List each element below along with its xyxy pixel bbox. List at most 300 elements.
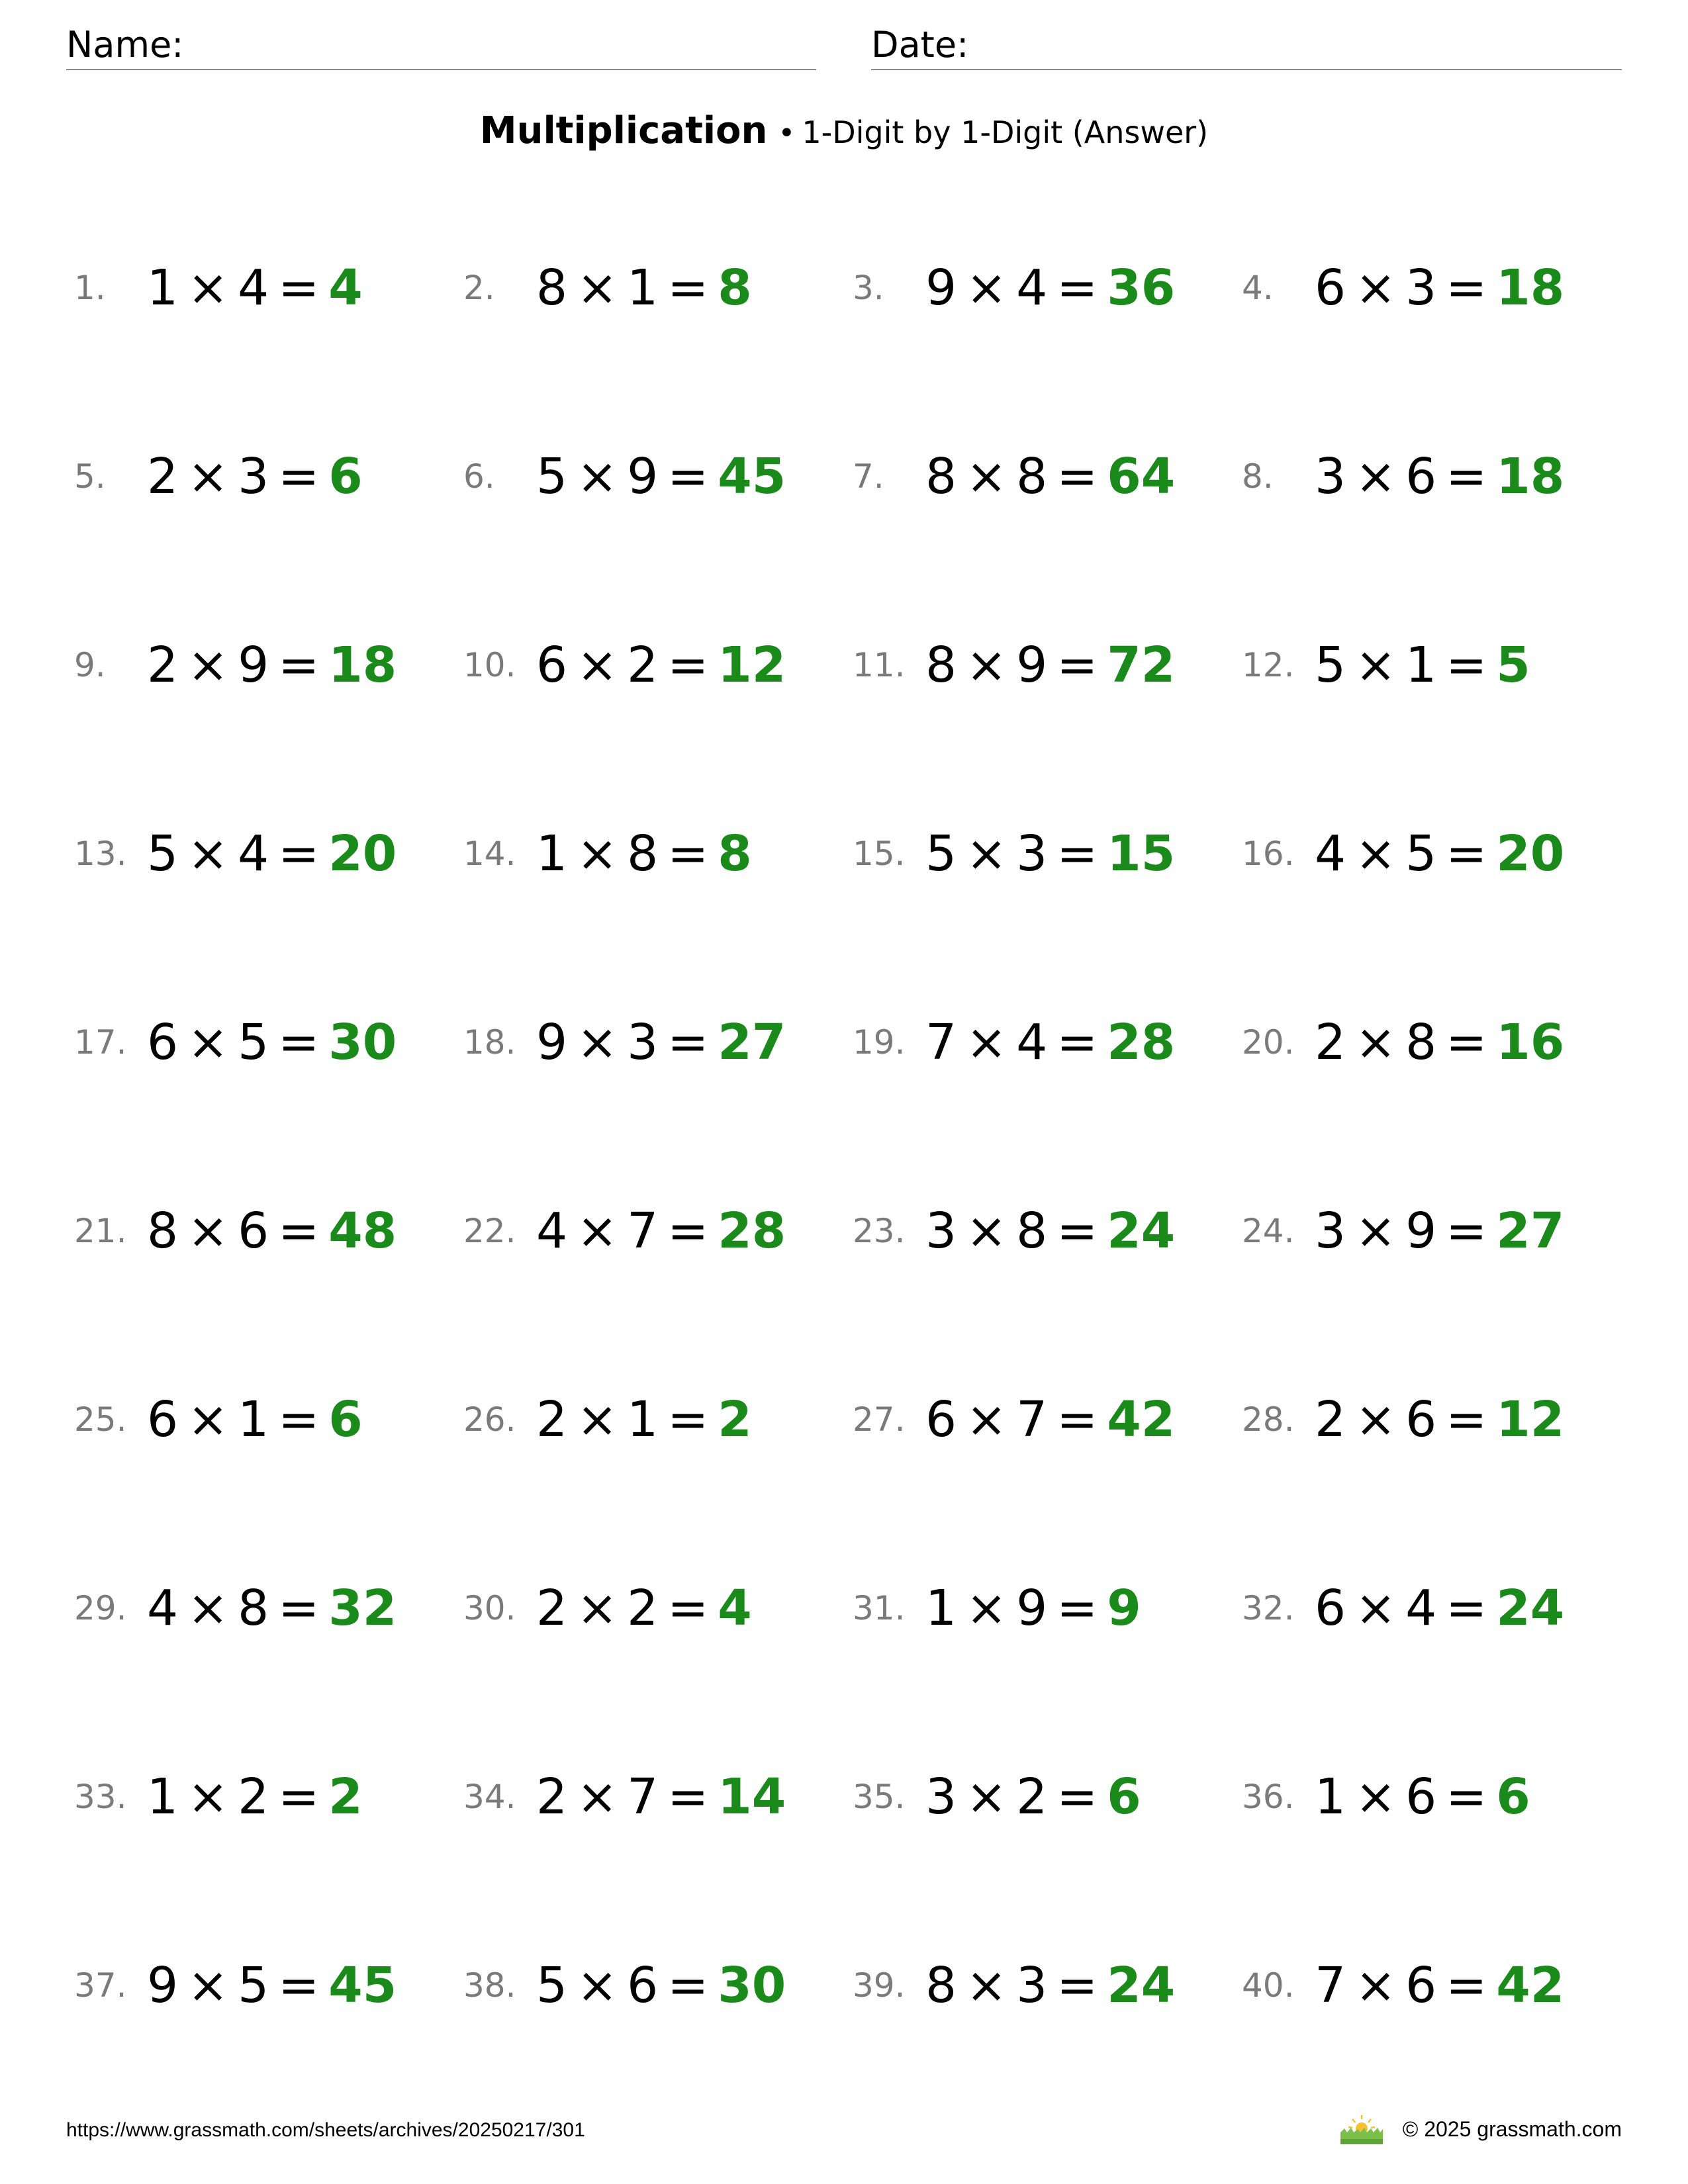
second-factor: 2 (1016, 1768, 1048, 1825)
title-subtitle: 1-Digit by 1-Digit (Answer) (802, 114, 1209, 150)
equals-sign: = (1446, 448, 1487, 505)
problem-item (1242, 1754, 1631, 1840)
problem-number: 21. (74, 1212, 127, 1250)
equals-sign: = (667, 259, 709, 316)
second-factor: 9 (1405, 1203, 1437, 1259)
second-factor: 4 (1405, 1580, 1437, 1637)
first-factor: 1 (147, 259, 179, 316)
problem-number: 35. (853, 1778, 906, 1816)
second-factor: 4 (238, 259, 269, 316)
equals-sign: = (278, 448, 320, 505)
first-factor: 5 (536, 1957, 568, 2014)
times-sign: × (1355, 1580, 1397, 1637)
title-bullet: • (778, 116, 796, 150)
second-factor: 4 (1016, 1014, 1048, 1071)
equals-sign: = (278, 1957, 320, 2014)
answer: 45 (328, 1957, 397, 2014)
times-sign: × (966, 448, 1008, 505)
problem-number: 11. (853, 646, 906, 684)
problem-item (74, 1565, 463, 1651)
problem-expression (536, 1014, 708, 1071)
times-sign: × (966, 1957, 1008, 2014)
second-factor: 7 (627, 1768, 659, 1825)
problem-expression (147, 637, 319, 694)
problem-number: 38. (463, 1966, 516, 2005)
problem-expression (925, 637, 1098, 694)
first-factor: 1 (925, 1580, 957, 1637)
second-factor: 3 (1405, 259, 1437, 316)
problem-number: 36. (1242, 1778, 1295, 1816)
problem-number: 40. (1242, 1966, 1295, 2005)
problem-expression (147, 1203, 319, 1259)
second-factor: 8 (1016, 448, 1048, 505)
first-factor: 3 (925, 1768, 957, 1825)
times-sign: × (187, 637, 229, 694)
second-factor: 6 (1405, 448, 1437, 505)
first-factor: 2 (1315, 1391, 1346, 1448)
second-factor: 5 (1405, 825, 1437, 882)
second-factor: 6 (1405, 1957, 1437, 2014)
problem-item (74, 1188, 463, 1274)
second-factor: 8 (238, 1580, 269, 1637)
first-factor: 1 (147, 1768, 179, 1825)
answer: 14 (718, 1768, 786, 1825)
equals-sign: = (667, 1768, 709, 1825)
times-sign: × (577, 1768, 618, 1825)
problem-number: 3. (853, 269, 884, 307)
equals-sign: = (667, 448, 709, 505)
times-sign: × (966, 1768, 1008, 1825)
problem-number: 24. (1242, 1212, 1295, 1250)
problem-expression (536, 1957, 708, 2014)
problem-number: 5. (74, 457, 106, 496)
first-factor: 8 (147, 1203, 179, 1259)
equals-sign: = (667, 637, 709, 694)
problem-expression (1315, 1768, 1487, 1825)
problem-item (1242, 1188, 1631, 1274)
answer: 18 (1496, 448, 1565, 505)
equals-sign: = (1446, 1957, 1487, 2014)
times-sign: × (577, 1580, 618, 1637)
problem-number: 27. (853, 1400, 906, 1439)
title-main: Multiplication (479, 109, 768, 152)
problem-number: 19. (853, 1023, 906, 1062)
problem-expression (1315, 1580, 1487, 1637)
problem-number: 20. (1242, 1023, 1295, 1062)
first-factor: 4 (1315, 825, 1346, 882)
answer: 36 (1107, 259, 1176, 316)
problem-number: 34. (463, 1778, 516, 1816)
second-factor: 4 (1016, 259, 1048, 316)
first-factor: 3 (925, 1203, 957, 1259)
times-sign: × (577, 825, 618, 882)
first-factor: 6 (925, 1391, 957, 1448)
problem-expression (1315, 448, 1487, 505)
problem-expression (536, 259, 708, 316)
equals-sign: = (1446, 825, 1487, 882)
equals-sign: = (278, 637, 320, 694)
answer: 6 (328, 1391, 363, 1448)
problem-item (74, 1377, 463, 1463)
problem-expression (1315, 825, 1487, 882)
times-sign: × (1355, 448, 1397, 505)
problem-number: 22. (463, 1212, 516, 1250)
times-sign: × (966, 825, 1008, 882)
problem-item (1242, 1565, 1631, 1651)
problem-expression (147, 1580, 319, 1637)
problem-expression (1315, 1014, 1487, 1071)
answer: 30 (718, 1957, 786, 2014)
answer: 12 (718, 637, 786, 694)
problem-expression (925, 1580, 1098, 1637)
problem-expression (1315, 1203, 1487, 1259)
second-factor: 9 (1016, 637, 1048, 694)
problem-item (74, 1942, 463, 2028)
problem-item (463, 1942, 853, 2028)
problem-item (1242, 433, 1631, 520)
problem-expression (536, 825, 708, 882)
problem-item (853, 1188, 1242, 1274)
problem-item (463, 433, 853, 520)
times-sign: × (1355, 1014, 1397, 1071)
second-factor: 1 (627, 259, 659, 316)
answer: 20 (328, 825, 397, 882)
equals-sign: = (1056, 1580, 1098, 1637)
times-sign: × (966, 1391, 1008, 1448)
second-factor: 7 (1016, 1391, 1048, 1448)
second-factor: 3 (238, 448, 269, 505)
second-factor: 6 (627, 1957, 659, 2014)
times-sign: × (187, 448, 229, 505)
problem-number: 1. (74, 269, 106, 307)
times-sign: × (1355, 637, 1397, 694)
problem-number: 16. (1242, 835, 1295, 873)
first-factor: 6 (1315, 259, 1346, 316)
times-sign: × (187, 825, 229, 882)
equals-sign: = (1446, 1391, 1487, 1448)
first-factor: 8 (925, 1957, 957, 2014)
first-factor: 2 (536, 1391, 568, 1448)
problem-number: 6. (463, 457, 495, 496)
second-factor: 9 (238, 637, 269, 694)
problem-item (463, 811, 853, 897)
problem-expression (536, 1580, 708, 1637)
date-label: Date: (871, 24, 969, 66)
problem-expression (925, 1203, 1098, 1259)
problem-number: 7. (853, 457, 884, 496)
first-factor: 3 (1315, 448, 1346, 505)
times-sign: × (187, 1768, 229, 1825)
answer: 5 (1496, 637, 1530, 694)
problem-item (1242, 999, 1631, 1085)
grass-sun-logo-icon (1340, 2114, 1383, 2144)
equals-sign: = (278, 1014, 320, 1071)
answer: 15 (1107, 825, 1176, 882)
problem-number: 18. (463, 1023, 516, 1062)
problem-expression (1315, 637, 1487, 694)
second-factor: 6 (1405, 1391, 1437, 1448)
times-sign: × (577, 637, 618, 694)
second-factor: 3 (1016, 825, 1048, 882)
problem-expression (925, 259, 1098, 316)
first-factor: 3 (1315, 1203, 1346, 1259)
problem-item (1242, 1942, 1631, 2028)
equals-sign: = (1056, 637, 1098, 694)
answer: 20 (1496, 825, 1565, 882)
times-sign: × (966, 637, 1008, 694)
problem-item (74, 622, 463, 708)
equals-sign: = (278, 1203, 320, 1259)
problem-expression (147, 1391, 319, 1448)
problem-item (1242, 622, 1631, 708)
second-factor: 2 (627, 1580, 659, 1637)
problem-item (74, 811, 463, 897)
first-factor: 4 (147, 1580, 179, 1637)
problem-expression (536, 1203, 708, 1259)
equals-sign: = (1446, 1580, 1487, 1637)
answer: 24 (1107, 1957, 1176, 2014)
equals-sign: = (1056, 825, 1098, 882)
problem-number: 26. (463, 1400, 516, 1439)
times-sign: × (966, 1203, 1008, 1259)
first-factor: 7 (925, 1014, 957, 1071)
second-factor: 5 (238, 1957, 269, 2014)
problem-expression (1315, 1391, 1487, 1448)
equals-sign: = (1056, 1203, 1098, 1259)
problem-number: 9. (74, 646, 106, 684)
problem-expression (536, 1768, 708, 1825)
second-factor: 2 (627, 637, 659, 694)
first-factor: 4 (536, 1203, 568, 1259)
times-sign: × (187, 1580, 229, 1637)
problem-number: 17. (74, 1023, 127, 1062)
problem-number: 8. (1242, 457, 1274, 496)
answer: 42 (1107, 1391, 1176, 1448)
problem-expression (925, 825, 1098, 882)
problem-item (74, 245, 463, 331)
equals-sign: = (1446, 1014, 1487, 1071)
footer-url[interactable]: https://www.grassmath.com/sheets/archives/20250217/301 (66, 2119, 585, 2141)
times-sign: × (577, 1203, 618, 1259)
equals-sign: = (1446, 259, 1487, 316)
answer: 4 (328, 259, 363, 316)
first-factor: 5 (925, 825, 957, 882)
problem-expression (925, 448, 1098, 505)
second-factor: 8 (1405, 1014, 1437, 1071)
answer: 72 (1107, 637, 1176, 694)
times-sign: × (577, 1014, 618, 1071)
times-sign: × (966, 1580, 1008, 1637)
answer: 12 (1496, 1391, 1565, 1448)
first-factor: 5 (1315, 637, 1346, 694)
second-factor: 6 (1405, 1768, 1437, 1825)
problem-number: 12. (1242, 646, 1295, 684)
problem-item (853, 1754, 1242, 1840)
problem-expression (1315, 1957, 1487, 2014)
equals-sign: = (667, 1957, 709, 2014)
problem-grid (74, 245, 1636, 2131)
answer: 24 (1496, 1580, 1565, 1637)
problem-expression (147, 448, 319, 505)
first-factor: 2 (147, 637, 179, 694)
first-factor: 8 (536, 259, 568, 316)
name-field[interactable] (66, 21, 816, 70)
equals-sign: = (278, 259, 320, 316)
answer: 18 (328, 637, 397, 694)
problem-number: 32. (1242, 1589, 1295, 1627)
first-factor: 2 (536, 1580, 568, 1637)
problem-item (853, 1377, 1242, 1463)
times-sign: × (187, 259, 229, 316)
problem-number: 29. (74, 1589, 127, 1627)
problem-item (463, 1754, 853, 1840)
problem-number: 30. (463, 1589, 516, 1627)
problem-item (853, 1565, 1242, 1651)
second-factor: 3 (1016, 1957, 1048, 2014)
problem-expression (925, 1768, 1098, 1825)
problem-expression (147, 825, 319, 882)
equals-sign: = (1056, 1391, 1098, 1448)
first-factor: 6 (536, 637, 568, 694)
equals-sign: = (1446, 1768, 1487, 1825)
problem-number: 33. (74, 1778, 127, 1816)
times-sign: × (577, 1391, 618, 1448)
second-factor: 3 (627, 1014, 659, 1071)
answer: 8 (718, 825, 752, 882)
problem-item (853, 245, 1242, 331)
times-sign: × (577, 259, 618, 316)
second-factor: 1 (238, 1391, 269, 1448)
problem-number: 28. (1242, 1400, 1295, 1439)
times-sign: × (577, 1957, 618, 2014)
problem-number: 14. (463, 835, 516, 873)
problem-expression (925, 1391, 1098, 1448)
equals-sign: = (1056, 1014, 1098, 1071)
equals-sign: = (278, 1768, 320, 1825)
times-sign: × (1355, 1203, 1397, 1259)
problem-item (853, 1942, 1242, 2028)
answer: 48 (328, 1203, 397, 1259)
answer: 6 (1496, 1768, 1530, 1825)
date-field[interactable] (871, 21, 1622, 70)
answer: 2 (718, 1391, 752, 1448)
answer: 24 (1107, 1203, 1176, 1259)
problem-number: 15. (853, 835, 906, 873)
second-factor: 9 (627, 448, 659, 505)
times-sign: × (187, 1014, 229, 1071)
problem-item (463, 622, 853, 708)
equals-sign: = (1056, 259, 1098, 316)
problem-number: 37. (74, 1966, 127, 2005)
times-sign: × (1355, 1768, 1397, 1825)
problem-number: 13. (74, 835, 127, 873)
answer: 30 (328, 1014, 397, 1071)
problem-expression (147, 1768, 319, 1825)
problem-expression (147, 1014, 319, 1071)
problem-item (1242, 1377, 1631, 1463)
problem-number: 2. (463, 269, 495, 307)
first-factor: 2 (1315, 1014, 1346, 1071)
problem-number: 39. (853, 1966, 906, 2005)
first-factor: 5 (147, 825, 179, 882)
answer: 28 (718, 1203, 786, 1259)
problem-number: 25. (74, 1400, 127, 1439)
problem-number: 31. (853, 1589, 906, 1627)
problem-item (463, 1188, 853, 1274)
answer: 27 (718, 1014, 786, 1071)
problem-expression (536, 637, 708, 694)
times-sign: × (1355, 1957, 1397, 2014)
second-factor: 7 (627, 1203, 659, 1259)
answer: 9 (1107, 1580, 1141, 1637)
equals-sign: = (1056, 448, 1098, 505)
first-factor: 9 (536, 1014, 568, 1071)
times-sign: × (966, 259, 1008, 316)
first-factor: 9 (925, 259, 957, 316)
second-factor: 5 (238, 1014, 269, 1071)
first-factor: 8 (925, 637, 957, 694)
answer: 6 (328, 448, 363, 505)
first-factor: 6 (147, 1014, 179, 1071)
worksheet-title (0, 105, 1688, 160)
equals-sign: = (667, 825, 709, 882)
times-sign: × (577, 448, 618, 505)
problem-item (74, 433, 463, 520)
times-sign: × (966, 1014, 1008, 1071)
problem-item (463, 1565, 853, 1651)
footer-copyright-block (1340, 2114, 1622, 2144)
first-factor: 1 (536, 825, 568, 882)
second-factor: 8 (1016, 1203, 1048, 1259)
answer: 45 (718, 448, 786, 505)
second-factor: 9 (1016, 1580, 1048, 1637)
first-factor: 2 (536, 1768, 568, 1825)
equals-sign: = (667, 1391, 709, 1448)
answer: 4 (718, 1580, 752, 1637)
times-sign: × (1355, 259, 1397, 316)
first-factor: 7 (1315, 1957, 1346, 2014)
answer: 8 (718, 259, 752, 316)
problem-item (853, 433, 1242, 520)
problem-expression (925, 1957, 1098, 2014)
answer: 32 (328, 1580, 397, 1637)
problem-number: 23. (853, 1212, 906, 1250)
equals-sign: = (278, 1391, 320, 1448)
times-sign: × (187, 1391, 229, 1448)
equals-sign: = (667, 1203, 709, 1259)
problem-item (1242, 245, 1631, 331)
footer-copyright: © 2025 grassmath.com (1402, 2116, 1622, 2141)
second-factor: 1 (1405, 637, 1437, 694)
answer: 2 (328, 1768, 363, 1825)
second-factor: 1 (627, 1391, 659, 1448)
times-sign: × (1355, 1391, 1397, 1448)
equals-sign: = (278, 825, 320, 882)
times-sign: × (187, 1203, 229, 1259)
problem-expression (1315, 259, 1487, 316)
first-factor: 6 (147, 1391, 179, 1448)
second-factor: 6 (238, 1203, 269, 1259)
problem-number: 10. (463, 646, 516, 684)
answer: 18 (1496, 259, 1565, 316)
equals-sign: = (1056, 1957, 1098, 2014)
second-factor: 2 (238, 1768, 269, 1825)
first-factor: 5 (536, 448, 568, 505)
answer: 64 (1107, 448, 1176, 505)
times-sign: × (187, 1957, 229, 2014)
answer: 16 (1496, 1014, 1565, 1071)
problem-item (853, 622, 1242, 708)
